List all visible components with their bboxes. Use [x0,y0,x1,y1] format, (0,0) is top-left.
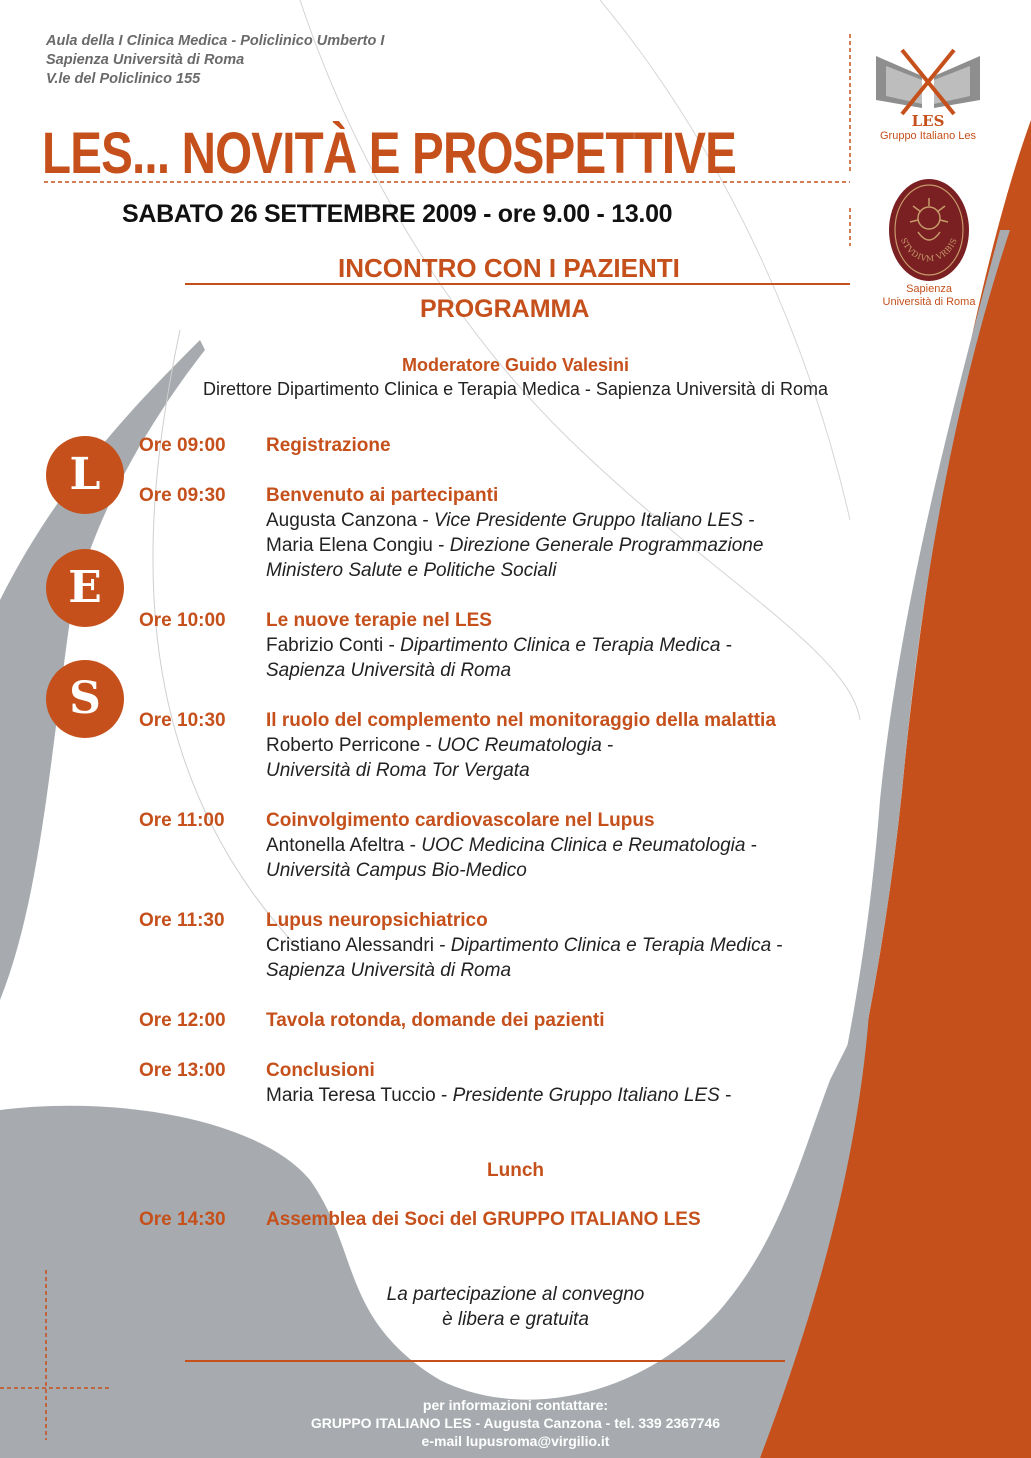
sapienza-seal-text: STVDIVM VRBIS [899,236,959,264]
speaker-separator: - [745,835,758,856]
schedule-time: Ore 11:00 [139,810,225,831]
venue-line-2: Sapienza Università di Roma [46,52,245,68]
les-letter-s: S [46,660,124,738]
speaker-separator: - [771,935,783,956]
venue-line-3: V.le del Policlinico 155 [46,71,201,87]
schedule-title: Lupus neuropsichiatrico [266,910,488,931]
sapienza-logo-line-1: Sapienza [906,283,952,295]
speaker-affiliation: Ministero Salute e Politiche Sociali [266,560,557,581]
assembly-title: Assemblea dei Soci del GRUPPO ITALIANO LES [266,1209,701,1230]
speaker-line [266,860,527,882]
speaker-affiliation: Sapienza Università di Roma [266,660,512,681]
schedule-time: Ore 12:00 [139,1010,226,1031]
schedule-time: Ore 13:00 [139,1060,226,1081]
speaker-name: Maria Teresa Tuccio - [266,1085,453,1106]
speaker-line [266,560,556,582]
footer-line-1: per informazioni contattare: [422,1397,609,1413]
les-logo-name: LES [911,112,945,130]
schedule-title: Tavola rotonda, domande dei pazienti [266,1010,605,1031]
speaker-name: Roberto Perricone - [266,735,438,756]
schedule-title: Le nuove terapie nel LES [266,610,492,631]
speaker-name: Augusta Canzona - [266,510,434,531]
speaker-affiliation: Sapienza Università di Roma [266,960,512,981]
speaker-line [266,1085,731,1107]
speaker-affiliation: Dipartimento Clinica e Terapia Medica [450,935,772,956]
schedule-time: Ore 09:00 [139,435,226,456]
moderator-name: Moderatore Guido Valesini [401,355,630,375]
speaker-line [266,835,757,857]
speaker-separator: - [720,635,733,656]
assembly-time: Ore 14:30 [139,1209,226,1230]
schedule-time: Ore 10:30 [139,710,226,731]
speaker-line [266,735,613,757]
speaker-name: Fabrizio Conti - [266,635,401,656]
speaker-affiliation: Dipartimento Clinica e Terapia Medica [400,635,721,656]
event-title: LES... NOVITÀ E PROSPETTIVE [42,121,737,186]
schedule-time: Ore 10:00 [139,610,226,631]
event-subtitle: INCONTRO CON I PAZIENTI [338,253,680,283]
les-letter-l: L [46,436,124,514]
speaker-separator: - [601,735,614,756]
speaker-affiliation: Presidente Gruppo Italiano LES [452,1085,720,1106]
speaker-name: Antonella Afeltra - [266,835,422,856]
note-line-2: è libera e gratuita [442,1309,589,1330]
moderator-role: Direttore Dipartimento Clinica e Terapia Medica - Sapienza Università di Roma [203,379,828,399]
les-logo-subtitle: Gruppo Italiano Les [879,130,976,142]
footer-line-3: e-mail lupusroma@virgilio.it [421,1433,610,1449]
note-line-1: La partecipazione al convegno [386,1284,645,1305]
schedule-time: Ore 09:30 [139,485,226,506]
speaker-affiliation: Direzione Generale Programmazione [449,535,764,556]
schedule-time: Ore 11:30 [139,910,225,931]
schedule-title: Registrazione [266,435,391,456]
speaker-line [266,960,511,982]
sapienza-logo-line-2: Università di Roma [882,296,976,308]
speaker-affiliation: Università Campus Bio-Medico [266,860,527,881]
speaker-affiliation: Vice Presidente Gruppo Italiano LES [433,510,744,531]
venue-block [46,32,384,89]
lunch-label: Lunch [487,1160,544,1181]
venue-line-1: Aula della I Clinica Medica - Policlinico Umberto I [46,33,385,49]
speaker-name: Maria Elena Congiu - [266,535,450,556]
sapienza-seal-logo [888,178,970,282]
schedule-title: Il ruolo del complemento nel monitoraggio della malattia [266,710,776,731]
event-date: SABATO 26 SETTEMBRE 2009 - ore 9.00 - 13.00 [122,200,673,228]
schedule-title: Benvenuto ai partecipanti [266,485,499,506]
schedule-title: Conclusioni [266,1060,375,1081]
speaker-separator: - [743,510,755,531]
speaker-line [266,935,783,957]
speaker-affiliation: UOC Reumatologia [437,735,602,756]
speaker-line [266,510,755,532]
speaker-affiliation: UOC Medicina Clinica e Reumatologia [421,835,746,856]
footer-line-2: GRUPPO ITALIANO LES - Augusta Canzona - tel. 339 2367746 [310,1415,721,1431]
speaker-line [266,660,511,682]
speaker-line [266,760,530,782]
schedule-title: Coinvolgimento cardiovascolare nel Lupus [266,810,655,831]
program-heading: PROGRAMMA [420,295,590,323]
speaker-name: Cristiano Alessandri - [266,935,451,956]
speaker-line [266,535,763,557]
les-letter-e: E [46,549,124,627]
speaker-affiliation: Università di Roma Tor Vergata [266,760,530,781]
speaker-separator: - [719,1085,732,1106]
speaker-line [266,635,732,657]
